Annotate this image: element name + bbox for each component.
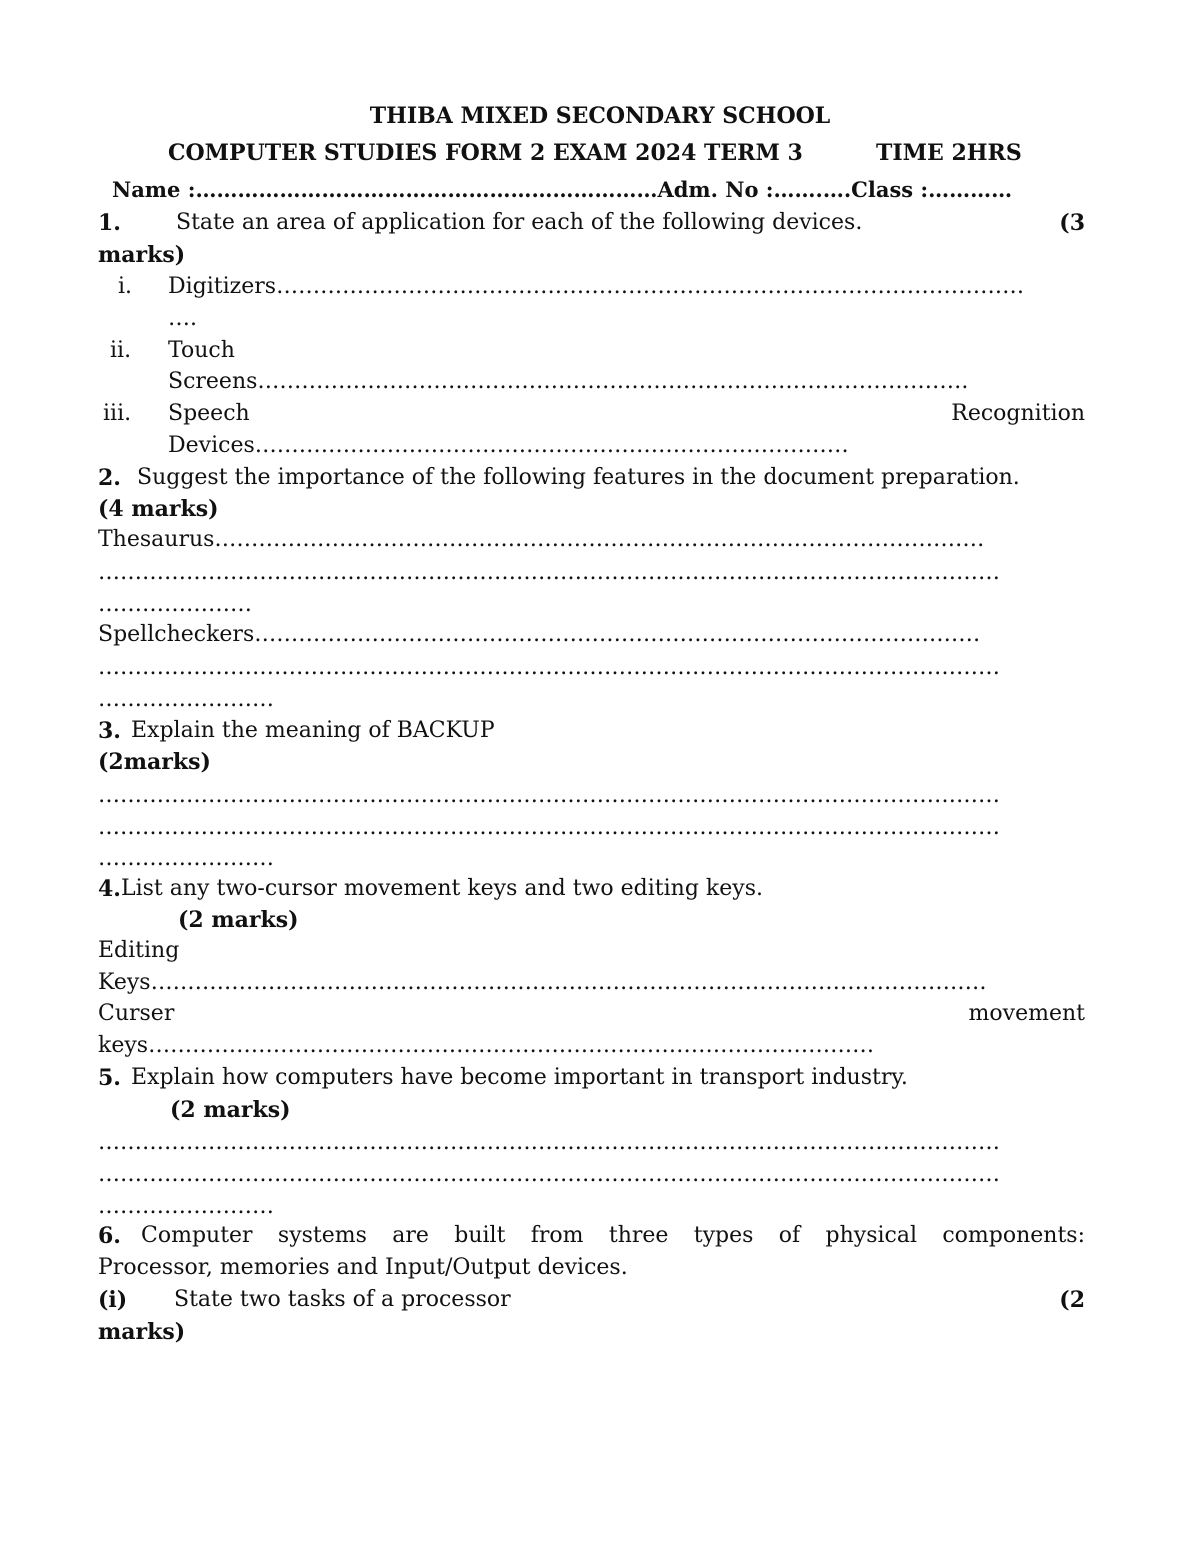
movement-label: movement [968, 1001, 1085, 1026]
q1-item-line: Digitizers………………………………………………………………………………………… [168, 274, 1025, 299]
q6-marks-b: marks) [98, 1319, 186, 1345]
name-adm-class-line: Name :…………………………………………………………Adm. No :…….….Class :………… [112, 177, 1013, 202]
answer-dots: …………………………………………………………………………………………………………… [98, 815, 1000, 840]
answer-dots: …………………………………………………………………………………………………………… [98, 1130, 1000, 1155]
q6-sub-number: (i) [98, 1287, 128, 1313]
q1-item-line: Devices……………………………………………………………………… [168, 433, 849, 458]
q3-text: Explain the meaning of BACKUP [131, 718, 495, 743]
q5-marks: (2 marks) [170, 1097, 291, 1123]
editing-keys-line: Keys…………………………………………………………………………………………………… [98, 970, 987, 995]
editing-label: Editing [98, 938, 180, 963]
q2-text: Suggest the importance of the following features in the document preparation. [137, 465, 1020, 490]
q5-number: 5. [98, 1065, 121, 1091]
q6-marks-a: (2 [1059, 1287, 1085, 1313]
q1-marks-b: marks) [98, 242, 186, 268]
q1-item-line: Screens……………………………………………………………………………………. [168, 369, 969, 394]
school-title: THIBA MIXED SECONDARY SCHOOL [369, 103, 831, 129]
q6-line2: Processor, memories and Input/Output devices. [98, 1255, 628, 1280]
answer-dots: …………………………………………………………………………………………………………… [98, 783, 1000, 808]
q5-text: Explain how computers have become important in transport industry. [131, 1065, 908, 1090]
q1-item-line: Speech [168, 401, 250, 426]
curser-keys-line: keys……………………………………………………………………………………… [98, 1033, 875, 1058]
curser-label: Curser [98, 1001, 175, 1026]
answer-dots: …………………… [98, 846, 274, 871]
answer-dots: …………………………………………………………………………………………………………… [98, 1162, 1000, 1187]
q1-number: 1. [98, 210, 121, 236]
answer-dots: ………………… [98, 592, 252, 617]
q1-item-line: …. [168, 306, 197, 331]
q2-marks: (4 marks) [98, 496, 219, 522]
answer-dots: …………………… [98, 687, 274, 712]
q4-text: List any two-cursor movement keys and two editing keys. [121, 876, 763, 901]
q1-item-line: Touch [168, 338, 235, 363]
answer-dots: …………………………………………………………………………………………………………… [98, 655, 1000, 680]
q6-line1: Computer systems are built from three types of physical components: [141, 1223, 1085, 1248]
exam-title: COMPUTER STUDIES FORM 2 EXAM 2024 TERM 3 [168, 140, 803, 166]
q1-item-line-right: Recognition [951, 401, 1085, 426]
q6-number: 6. [98, 1223, 121, 1249]
exam-time: TIME 2HRS [876, 140, 1022, 166]
q2-number: 2. [98, 465, 121, 491]
q1-text: State an area of application for each of the following devices. [176, 210, 863, 235]
q6-sub-text: State two tasks of a processor [174, 1287, 511, 1312]
answer-dots: …………………… [98, 1194, 274, 1219]
thesaurus-line: Thesaurus…………………………………………………………………………………………… [98, 527, 985, 552]
q3-marks: (2marks) [98, 749, 211, 775]
q1-item-roman: ii. [110, 338, 132, 363]
spellcheckers-line: Spellcheckers……………………………………………………………………………………… [98, 622, 981, 647]
q3-number: 3. [98, 718, 121, 744]
q1-marks-a: (3 [1059, 210, 1085, 236]
q1-item-roman: iii. [103, 401, 132, 426]
q1-item-roman: i. [118, 274, 133, 299]
q4-number: 4. [98, 876, 121, 902]
q4-marks: (2 marks) [178, 907, 299, 933]
answer-dots: …………………………………………………………………………………………………………… [98, 560, 1000, 585]
